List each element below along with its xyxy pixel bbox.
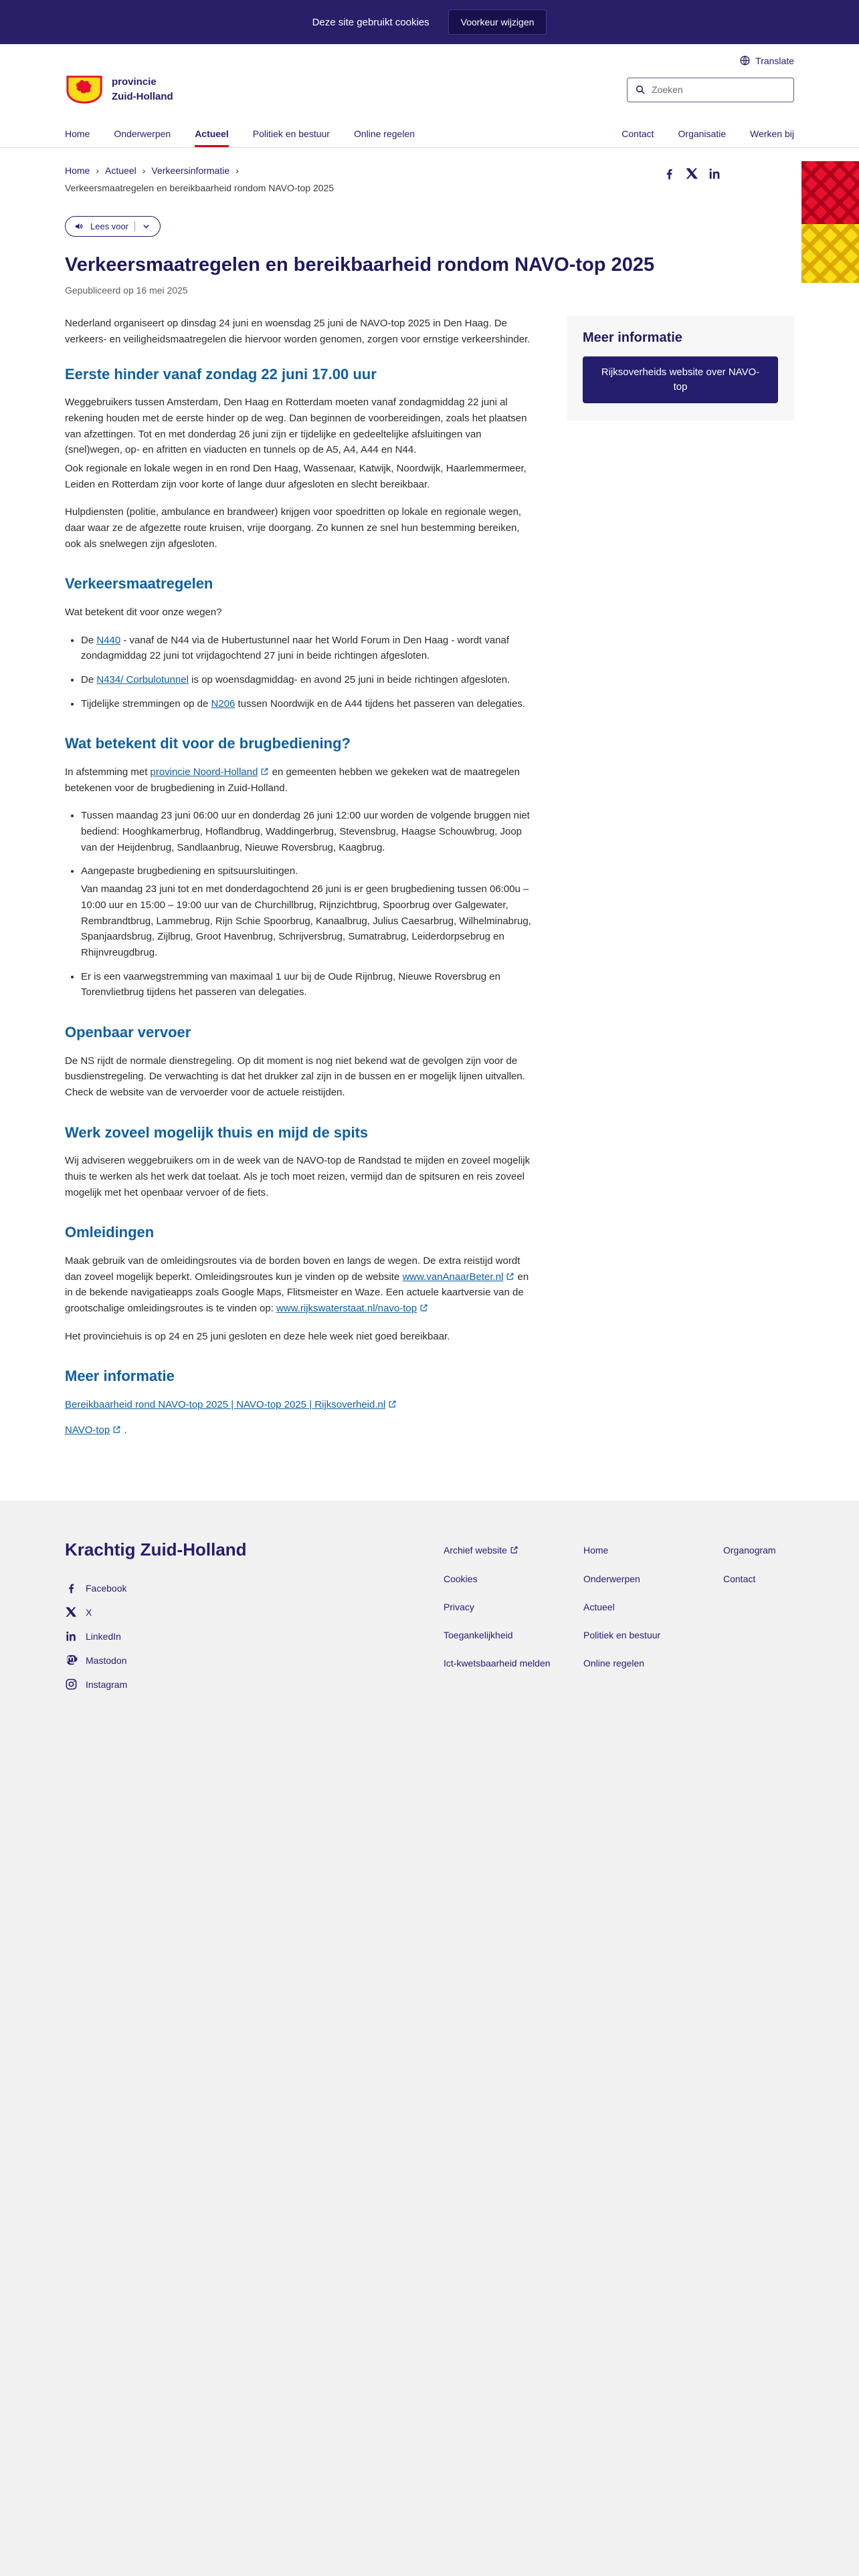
facebook-icon xyxy=(65,1582,78,1594)
breadcrumb-home[interactable]: Home › xyxy=(65,165,105,176)
footer-link-privacy[interactable]: Privacy xyxy=(444,1601,474,1612)
rijksoverheid-navo-top-button[interactable]: Rijksoverheids website over NAVO-top xyxy=(583,356,778,403)
breadcrumb-row xyxy=(0,148,859,196)
paragraph: Maak gebruik van de omleidingsroutes via de borden boven en langs de wegen. De extra reistijd wordt dan zoveel mogelijk beperkt. Omleidingsroutes kun je vinden op de website www.vanAnaarBeter.nl en in de bekende navigatieapps zoals Google Maps, Flitsmeister en Waze. Een actuele kaartversie van de grootschalige omleidingsroutes is te vinden op: www.rijkswaterstaat.nl/navo-top xyxy=(65,1255,529,1314)
link-bereikbaarheid-rijksoverheid[interactable]: Bereikbaarheid rond NAVO-top 2025 | NAVO-top 2025 | Rijksoverheid.nl xyxy=(65,1398,386,1410)
section-brugbediening xyxy=(65,734,533,1000)
link-n434-corbulotunnel[interactable]: N434/ Corbulotunnel xyxy=(96,674,189,686)
list-item: • Aangepaste brugbediening en spitsuursluitingen. Van maandag 23 juni tot en met donderdagochtend 26 juni is er geen brugbediening tussen 06:00u – 10:00 uur en 15:00 – 19:00 uur van de Churchillbrug, Rijnzichtbrug, Spoorbrug over Galgewater, Rembrandtbrug, Lammebrug, Rijn Schie Spoorbrug, Kanaalbrug, Julius Caesarbrug, Wilhelminabrug, Spanjaardsbrug, Zijlbrug, Groot Havenbrug, Schrijversbrug, Sumatrabrug, Leiderdorpsebrug en Rhijnvreugdbrug. xyxy=(81,863,533,960)
globe-icon xyxy=(739,55,751,66)
footer-column-organisatie xyxy=(723,1539,776,1702)
section-heading-omleidingen: Omleidingen xyxy=(65,1224,155,1241)
logo-crest-icon xyxy=(65,74,104,105)
linkedin-icon xyxy=(708,167,722,181)
search-icon xyxy=(635,84,646,95)
footer-link-online-regelen[interactable]: Online regelen xyxy=(583,1658,645,1669)
link-navo-top[interactable]: NAVO-top xyxy=(65,1424,110,1436)
decorative-red-block xyxy=(801,161,859,224)
external-link-icon xyxy=(419,1303,428,1312)
link-n440[interactable]: N440 xyxy=(96,634,121,646)
breadcrumb-actueel[interactable]: Actueel › xyxy=(105,165,151,176)
link-rijkswaterstaat-navo-top[interactable]: www.rijkswaterstaat.nl/navo-top xyxy=(276,1302,417,1314)
nav-item-werken-bij[interactable]: Werken bij xyxy=(750,128,794,139)
section-omleidingen xyxy=(65,1223,533,1344)
footer-link-toegankelijkheid[interactable]: Toegankelijkheid xyxy=(444,1630,513,1641)
nav-item-home[interactable]: Home xyxy=(65,128,90,139)
cookie-message: Deze site gebruikt cookies xyxy=(312,16,430,28)
list-item: • De N440 - vanaf de N44 via de Hubertustunnel naar het World Forum in Den Haag - wordt vanaf zondagmiddag 22 juni tot vrijdagochtend 27 juni in beide richtingen afgesloten. xyxy=(81,633,533,664)
chevron-down-icon xyxy=(141,221,151,231)
footer-link-cookies[interactable]: Cookies xyxy=(444,1573,478,1584)
footer-column-site xyxy=(444,1539,583,1702)
section-heading-openbaar-vervoer: Openbaar vervoer xyxy=(65,1023,191,1041)
paragraph: Ook regionale en lokale wegen in en rond Den Haag, Wassenaar, Katwijk, Noordwijk, Haarlemmermeer, Leiden en Rotterdam zijn voor korte of lange duur afgesloten en slecht bereikbaar. xyxy=(65,462,527,490)
facebook-icon xyxy=(662,167,676,181)
footer-link-organogram[interactable]: Organogram xyxy=(723,1545,776,1556)
section-heading-meer-informatie: Meer informatie xyxy=(65,1368,175,1385)
external-link-icon xyxy=(112,1425,121,1434)
external-link-icon xyxy=(506,1272,514,1281)
paragraph: De NS rijdt de normale dienstregeling. Op dit moment is nog niet bekend wat de gevolgen zijn voor de busdienstregeling. De verwachting is dat het drukker zal zijn in de bussen en er mogelijk lijnen uitvallen. Check de website van de vervoerder voor de actuele reistijden. xyxy=(65,1055,525,1098)
search-box[interactable] xyxy=(627,78,794,102)
section-verkeersmaatregelen xyxy=(65,574,533,712)
translate-row xyxy=(0,44,859,69)
article-intro: Nederland organiseert op dinsdag 24 juni en woensdag 25 juni de NAVO-top 2025 in Den Haag. De verkeers- en veiligheidsmaatregelen die hiervoor worden genomen, zorgen voor ernstige verkeershinder. xyxy=(65,318,531,345)
article-container xyxy=(65,196,794,1501)
breadcrumb-verkeersinformatie[interactable]: Verkeersinformatie › xyxy=(151,165,244,176)
share-facebook-button[interactable] xyxy=(662,167,676,181)
paragraph: Hulpdiensten (politie, ambulance en brandweer) krijgen voor spoedritten op lokale en regionale wegen, daar waar ze de afgezette route kruisen, vrije doorgang. Zo kunnen ze snel hun bestemming bereiken, ook als snelwegen zijn afgesloten. xyxy=(65,506,522,550)
page-title: Verkeersmaatregelen en bereikbaarheid rondom NAVO-top 2025 xyxy=(65,254,655,276)
mastodon-icon xyxy=(65,1654,78,1667)
breadcrumb-current: Verkeersmaatregelen en bereikbaarheid rondom NAVO-top 2025 xyxy=(65,183,335,193)
decorative-pattern xyxy=(801,161,859,283)
paragraph: Weggebruikers tussen Amsterdam, Den Haag en Rotterdam moeten vanaf zondagmiddag 22 juni al rekening houden met de eerste hinder op de weg. Dan beginnen de voorbereidingen, zoals het plaatsen van afzettingen. Tot en met donderdag 26 juni zijn er tijdelijke en gedeeltelijke afsluitingen van (snel)wegen, op- en afritten en viaducten en tunnels op de A5, A4, A44 en N44. xyxy=(65,397,527,456)
link-n206[interactable]: N206 xyxy=(211,697,235,710)
section-meer-informatie xyxy=(65,1367,533,1438)
translate-link[interactable] xyxy=(739,55,794,66)
instagram-icon xyxy=(65,1678,78,1691)
main-navigation xyxy=(0,118,859,148)
site-header xyxy=(0,69,859,118)
nav-item-online-regelen[interactable]: Online regelen xyxy=(353,128,415,139)
cookie-banner xyxy=(0,0,859,44)
nav-item-organisatie[interactable]: Organisatie xyxy=(678,128,727,139)
list-item: • De N434/ Corbulotunnel is op woensdagmiddag- en avond 25 juni in beide richtingen afgesloten. xyxy=(81,672,533,688)
footer-link-ict-kwetsbaarheid-melden[interactable]: Ict-kwetsbaarheid melden xyxy=(444,1658,551,1669)
section-heading-brugbediening: Wat betekent dit voor de brugbediening? xyxy=(65,735,351,752)
footer-column-nav xyxy=(583,1539,723,1702)
section-heading-thuiswerken: Werk zoveel mogelijk thuis en mijd de spits xyxy=(65,1123,369,1141)
footer-link-archief-website[interactable]: Archief website xyxy=(444,1543,551,1557)
translate-label: Translate xyxy=(755,55,794,66)
cookie-preferences-button[interactable]: Voorkeur wijzigen xyxy=(448,9,547,35)
read-aloud-divider xyxy=(134,221,135,231)
sidebar-heading: Meer informatie xyxy=(583,330,682,346)
share-links xyxy=(662,167,722,181)
external-link-icon xyxy=(260,767,269,776)
share-x-button[interactable] xyxy=(685,167,699,181)
nav-item-onderwerpen[interactable]: Onderwerpen xyxy=(114,128,171,139)
external-link-icon xyxy=(388,1400,397,1408)
breadcrumb xyxy=(65,165,334,193)
footer-title: Krachtig Zuid-Holland xyxy=(65,1539,247,1560)
footer-link-contact[interactable]: Contact xyxy=(723,1573,756,1584)
link-provincie-noord-holland[interactable]: provincie Noord-Holland xyxy=(150,766,258,778)
bridge-measures-list xyxy=(65,808,533,1000)
list-item: • Er is een vaarwegstremming van maximaal 1 uur bij de Oude Rijnbrug, Nieuwe Roversbrug en Torenvlietbrug tijdens het passeren van delegaties. xyxy=(81,969,533,1000)
x-icon xyxy=(65,1606,78,1618)
road-measures-list xyxy=(65,633,533,712)
paragraph: NAVO-top . xyxy=(65,1424,127,1436)
section-heading-verkeersmaatregelen: Verkeersmaatregelen xyxy=(65,575,213,593)
x-icon xyxy=(685,167,699,181)
paragraph: In afstemming met provincie Noord-Holland en gemeenten hebben we gekeken wat de maatregelen betekenen voor de brugbediening in Zuid-Holland. xyxy=(65,766,520,794)
footer-social-linkedin[interactable]: LinkedIn xyxy=(65,1630,444,1642)
external-link-icon xyxy=(510,1545,518,1554)
sidebar-meer-informatie xyxy=(567,316,794,421)
footer-link-onderwerpen[interactable]: Onderwerpen xyxy=(583,1573,640,1584)
paragraph: Het provinciehuis is op 24 en 25 juni gesloten en deze hele week niet goed bereikbaar. xyxy=(65,1330,450,1342)
paragraph xyxy=(65,1397,533,1413)
provincie-zuid-holland-logo[interactable] xyxy=(65,74,173,105)
article-body xyxy=(65,316,533,1447)
section-thuiswerken xyxy=(65,1123,533,1201)
list-item: • Tussen maandag 23 juni 06:00 uur en donderdag 26 juni 12:00 uur worden de volgende bruggen niet bediend: Hooghkamerbrug, Hoflandbrug, Waddingerbrug, Stevensbrug, Haagse Schouwbrug, Joop van der Heijdenbrug, Sandlaanbrug, Nieuwe Roversbrug, Kaagbrug. xyxy=(81,808,533,855)
read-aloud-label: Lees voor xyxy=(90,221,129,231)
search-input[interactable] xyxy=(652,84,786,95)
list-item: • Tijdelijke stremmingen op de N206 tussen Noordwijk en de A44 tijdens het passeren van delegaties. xyxy=(81,696,533,712)
section-eerste-hinder xyxy=(65,365,533,552)
footer-link-home[interactable]: Home xyxy=(583,1545,609,1556)
share-linkedin-button[interactable] xyxy=(708,167,722,181)
nav-item-politiek-en-bestuur[interactable]: Politiek en bestuur xyxy=(252,128,330,139)
link-van-a-naar-beter[interactable]: www.vanAnaarBeter.nl xyxy=(402,1271,504,1283)
linkedin-icon xyxy=(65,1630,78,1642)
footer-social-facebook[interactable]: Facebook xyxy=(65,1582,444,1594)
read-aloud-button[interactable] xyxy=(65,216,161,237)
section-openbaar-vervoer xyxy=(65,1023,533,1101)
footer-link-actueel[interactable]: Actueel xyxy=(583,1601,615,1612)
footer-social-instagram[interactable]: Instagram xyxy=(65,1678,444,1691)
footer-social-x[interactable]: X xyxy=(65,1606,444,1618)
speaker-icon xyxy=(74,221,84,231)
footer xyxy=(0,1501,859,2576)
paragraph: Wij adviseren weggebruikers om in de week van de NAVO-top de Randstad te mijden en zoveel mogelijk thuis te werken als het werk dat toelaat. Als je toch moet reizen, vermijd dan de spitsuren en reis zoveel mogelijk met het openbaar vervoer of de fiets. xyxy=(65,1155,531,1198)
footer-social-list xyxy=(65,1582,444,1691)
published-date: Gepubliceerd op 16 mei 2025 xyxy=(65,285,188,296)
decorative-yellow-block xyxy=(801,224,859,283)
nav-item-actueel[interactable]: Actueel xyxy=(195,118,229,147)
nav-item-contact[interactable]: Contact xyxy=(622,128,654,139)
section-heading-eerste-hinder: Eerste hinder vanaf zondag 22 juni 17.00 uur xyxy=(65,365,377,383)
footer-social-mastodon[interactable]: Mastodon xyxy=(65,1654,444,1667)
footer-link-politiek-en-bestuur[interactable]: Politiek en bestuur xyxy=(583,1630,661,1641)
paragraph: Wat betekent dit voor onze wegen? xyxy=(65,607,222,618)
logo-text: provincie Zuid-Holland xyxy=(112,76,173,102)
